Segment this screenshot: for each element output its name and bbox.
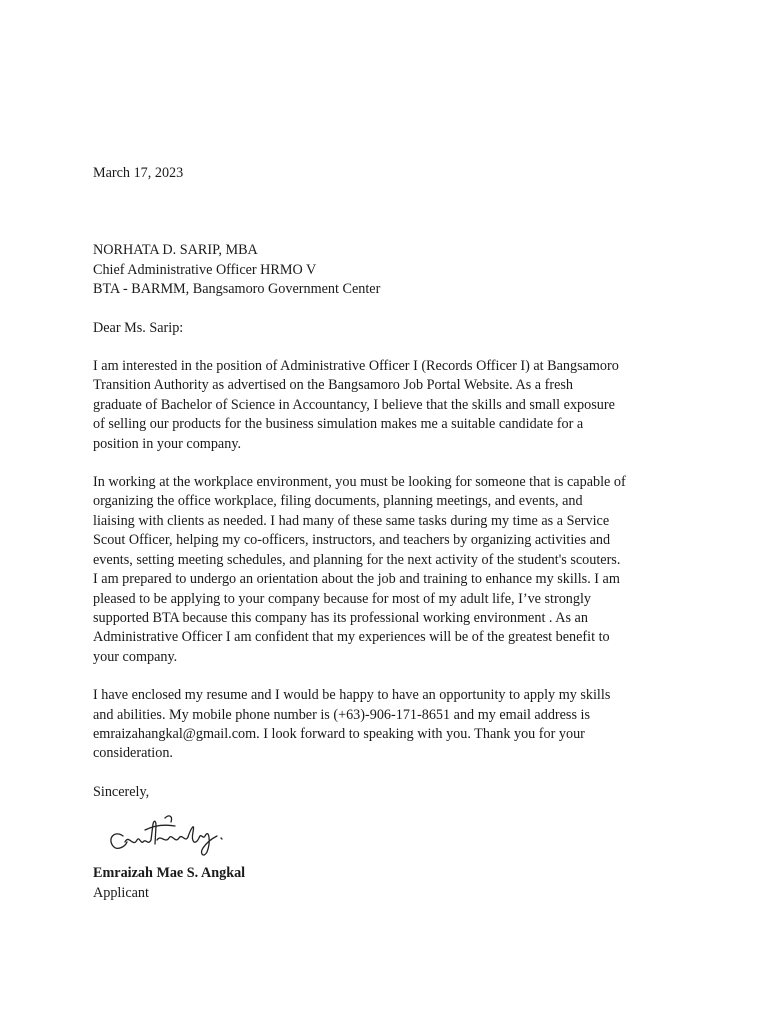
paragraph-line: of selling our products for the business simulation makes me a suitable candidate for a <box>93 416 584 433</box>
paragraph-line: In working at the workplace environment, you must be looking for someone that is capable of <box>93 474 626 491</box>
recipient-name: NORHATA D. SARIP, MBA <box>93 242 258 259</box>
handwritten-signature <box>93 802 243 864</box>
letter-body <box>93 164 683 903</box>
salutation: Dear Ms. Sarip: <box>93 319 184 336</box>
paragraph-line: Administrative Officer I am confident that my experiences will be of the greatest benefit to <box>93 629 610 646</box>
paragraph-line: your company. <box>93 648 178 665</box>
paragraph-line: I have enclosed my resume and I would be happy to have an opportunity to apply my skills <box>93 687 611 704</box>
paragraph-line: position in your company. <box>93 435 242 452</box>
recipient-address: BTA - BARMM, Bangsamoro Government Center <box>93 281 381 298</box>
paragraph-line: liaising with clients as needed. I had many of these same tasks during my time as a Service <box>93 512 610 529</box>
paragraph-line: Scout Officer, helping my co-officers, instructors, and teachers by organizing activities and <box>93 532 611 549</box>
paragraph-line: and abilities. My mobile phone number is (+63)-906-171-8651 and my email address is <box>93 706 590 723</box>
paragraph-line: consideration. <box>93 745 173 762</box>
paragraph-line: I am prepared to undergo an orientation about the job and training to enhance my skills. I am <box>93 571 620 588</box>
paragraph-line: pleased to be applying to your company because for most of my adult life, I’ve strongly <box>93 590 592 607</box>
paragraph-line: I am interested in the position of Administrative Officer I (Records Officer I) at Bangsamoro <box>93 358 619 375</box>
recipient-title: Chief Administrative Officer HRMO V <box>93 261 317 278</box>
paragraph-line: Transition Authority as advertised on the Bangsamoro Job Portal Website. As a fresh <box>93 377 573 394</box>
signer-name: Emraizah Mae S. Angkal <box>93 865 246 882</box>
paragraph-line: graduate of Bachelor of Science in Accountancy, I believe that the skills and small exposure <box>93 396 615 413</box>
letter-date: March 17, 2023 <box>93 165 184 181</box>
paragraph-contact <box>93 686 683 764</box>
paragraph-intro <box>93 357 683 454</box>
paragraph-line: events, setting meeting schedules, and planning for the next activity of the student's scouters. <box>93 551 621 568</box>
recipient-block <box>93 241 683 299</box>
paragraph-experience <box>93 473 683 667</box>
paragraph-line: emraizahangkal@gmail.com. I look forward to speaking with you. Thank you for your <box>93 725 585 742</box>
closing: Sincerely, <box>93 783 150 800</box>
paragraph-line: organizing the office workplace, filing documents, planning meetings, and events, and <box>93 493 583 510</box>
paragraph-line: supported BTA because this company has its professional working environment . As an <box>93 609 588 626</box>
signer-title: Applicant <box>93 884 149 901</box>
